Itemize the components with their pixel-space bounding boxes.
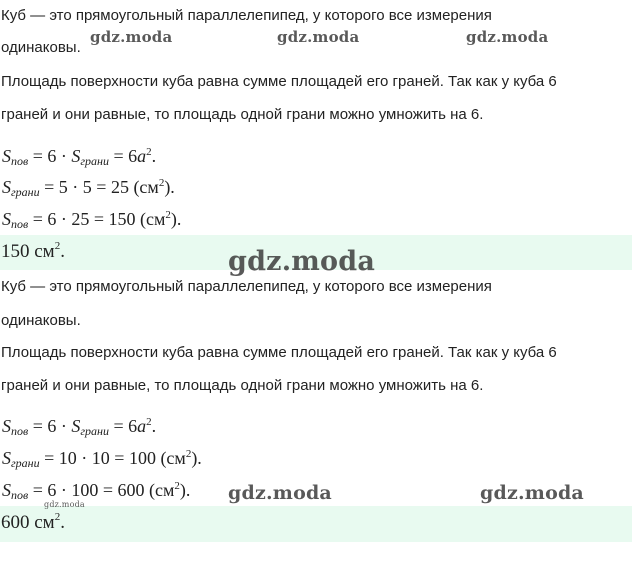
var-s: S — [2, 480, 11, 500]
formula-total-area — [2, 479, 190, 501]
area-text-line-1: Площадь поверхности куба равна сумме площадей его граней. Так как у куба 6 — [1, 73, 557, 90]
exp: 2 — [158, 177, 165, 189]
var-s: S — [2, 209, 11, 229]
sub-grani: грани — [11, 456, 40, 470]
watermark: gdz.moda — [466, 28, 549, 46]
var-s: S — [2, 448, 11, 468]
formula-end: ). — [170, 209, 182, 229]
formula-face-area — [2, 447, 202, 469]
var-a: a — [137, 416, 147, 436]
var-s: S — [2, 177, 11, 197]
var-s-face: S — [71, 146, 81, 166]
formula-expr: = 5 · 5 = 25 (см — [39, 177, 159, 197]
sub-pov: пов — [11, 488, 29, 502]
sub-grani: грани — [80, 424, 110, 438]
watermark: gdz.moda — [44, 500, 85, 509]
formula-total-area — [2, 208, 181, 230]
var-s: S — [2, 146, 11, 166]
answer-value: 150 см — [1, 241, 55, 262]
watermark: gdz.moda — [90, 28, 173, 46]
formula-surface-area — [2, 145, 156, 167]
intro-text-line-2: одинаковы. — [1, 312, 81, 329]
answer-end: . — [60, 241, 65, 262]
watermark: gdz.moda — [228, 482, 332, 504]
sub-grani: грани — [80, 154, 110, 168]
sub-pov: пов — [11, 154, 29, 168]
formula-surface-area — [2, 415, 156, 437]
sub-pov: пов — [11, 424, 29, 438]
area-text-line-2: граней и они равные, то площадь одной грани можно умножить на 6. — [1, 377, 484, 394]
exp: 2 — [146, 416, 152, 428]
formula-expr: = 6 · 100 = 600 (см — [28, 480, 175, 500]
var-s-face: S — [71, 416, 81, 436]
answer-text — [1, 240, 65, 264]
watermark: gdz.moda — [277, 28, 360, 46]
formula-rhs: = 6 — [109, 146, 138, 166]
area-text-line-2: граней и они равные, то площадь одной грани можно умножить на 6. — [1, 106, 484, 123]
intro-text-line-2: одинаковы. — [1, 39, 81, 56]
answer-end: . — [60, 512, 65, 533]
formula-end: . — [151, 416, 157, 436]
answer-text — [1, 511, 65, 535]
formula-mid: = 6 · — [28, 146, 72, 166]
area-text-line-1: Площадь поверхности куба равна сумме площадей его граней. Так как у куба 6 — [1, 344, 557, 361]
var-s: S — [2, 416, 11, 436]
answer-exp: 2 — [54, 511, 61, 523]
intro-text-line-1: Куб — это прямоугольный параллелепипед, у которого все измерения — [1, 278, 492, 295]
watermark: gdz.moda — [480, 482, 584, 504]
exp: 2 — [165, 209, 171, 221]
answer-exp: 2 — [54, 240, 61, 252]
formula-end: ). — [179, 480, 191, 500]
sub-pov: пов — [11, 217, 29, 231]
formula-face-area — [2, 176, 175, 198]
exp: 2 — [146, 146, 152, 158]
formula-end: ). — [191, 448, 202, 468]
formula-expr: = 10 · 10 = 100 (см — [39, 448, 186, 468]
intro-text-line-1: Куб — это прямоугольный параллелепипед, у которого все измерения — [1, 7, 492, 24]
exp: 2 — [185, 448, 192, 460]
watermark: gdz.moda — [228, 246, 376, 277]
sub-grani: грани — [11, 185, 40, 199]
formula-rhs: = 6 — [109, 416, 138, 436]
answer-value: 600 см — [1, 512, 55, 533]
formula-expr: = 6 · 25 = 150 (см — [28, 209, 166, 229]
formula-end: . — [151, 146, 157, 166]
exp: 2 — [174, 480, 180, 492]
answer-bar — [0, 506, 632, 542]
formula-mid: = 6 · — [28, 416, 72, 436]
formula-end: ). — [164, 177, 175, 197]
var-a: a — [137, 146, 147, 166]
